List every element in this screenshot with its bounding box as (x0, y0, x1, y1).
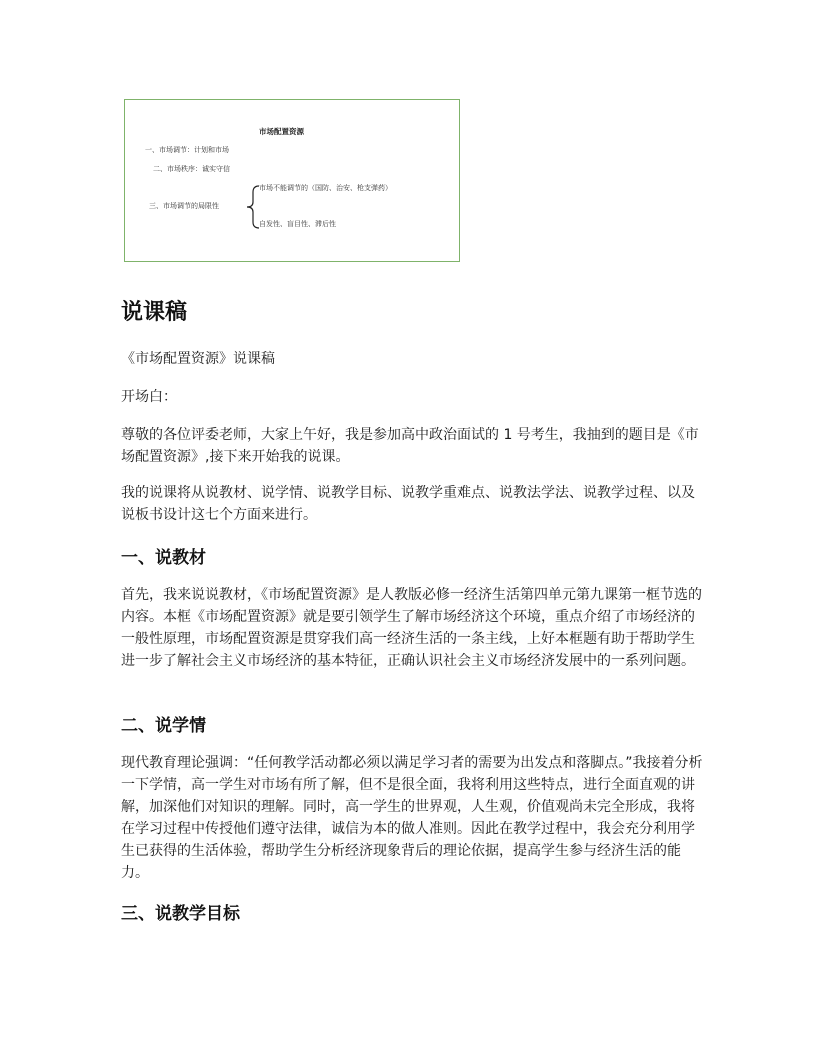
section-2-body: 现代教育理论强调：“任何教学活动都必须以满足学习者的需要为出发点和落脚点。”我接着分析一下学情，高一学生对市场有所了解，但不是很全面，我将利用这些特点，进行全面直观的讲解，加深他们对知识的理解。同时，高一学生的世界观，人生观，价值观尚未完全形成，我将在学习过程中传授他们遵守法律，诚信为本的做人准则。因此在教学过程中，我会充分利用学生已获得的生活体验，帮助学生分析经济现象背后的理论依据，提高学生参与经济生活的能力。 (121, 755, 703, 881)
board-line-3: 三、市场调节的局限性 (149, 202, 219, 210)
blackboard-figure (124, 99, 460, 262)
opening-label: 开场白： (121, 389, 177, 405)
board-branch-1: 市场不能调节的（国防、治安、枪支弹药） (259, 184, 392, 192)
board-branch-2: 自发性、盲目性、滞后性 (259, 220, 336, 228)
board-line-1: 一、市场调节：计划和市场 (145, 146, 229, 154)
outline-paragraph: 我的说课将从说教材、说学情、说教学目标、说教学重难点、说教法学法、说教学过程、以及说板书设计这七个方面来进行。 (121, 485, 695, 523)
doc-subtitle: 《市场配置资源》说课稿 (121, 351, 275, 367)
section-1-body: 首先，我来说说教材，《市场配置资源》是人教版必修一经济生活第四单元第九课第一框节选的内容。本框《市场配置资源》就是要引领学生了解市场经济这个环境，重点介绍了市场经济的一般性原理，市场配置资源是贯穿我们高一经济生活的一条主线，上好本框题有助于帮助学生进一步了解社会主义市场经济的基本特征，正确认识社会主义市场经济发展中的一系列问题。 (121, 587, 702, 669)
section-1-heading: 一、说教材 (121, 548, 206, 568)
section-2-heading: 二、说学情 (121, 716, 206, 736)
greeting-paragraph: 尊敬的各位评委老师，大家上午好，我是参加高中政治面试的 1 号考生，我抽到的题目是《市场配置资源》,接下来开始我的说课。 (121, 427, 699, 465)
section-3-heading: 三、说教学目标 (121, 904, 240, 924)
page-title: 说课稿 (121, 300, 188, 325)
board-line-2: 二、市场秩序：诚实守信 (153, 165, 230, 173)
board-title: 市场配置资源 (259, 127, 304, 136)
